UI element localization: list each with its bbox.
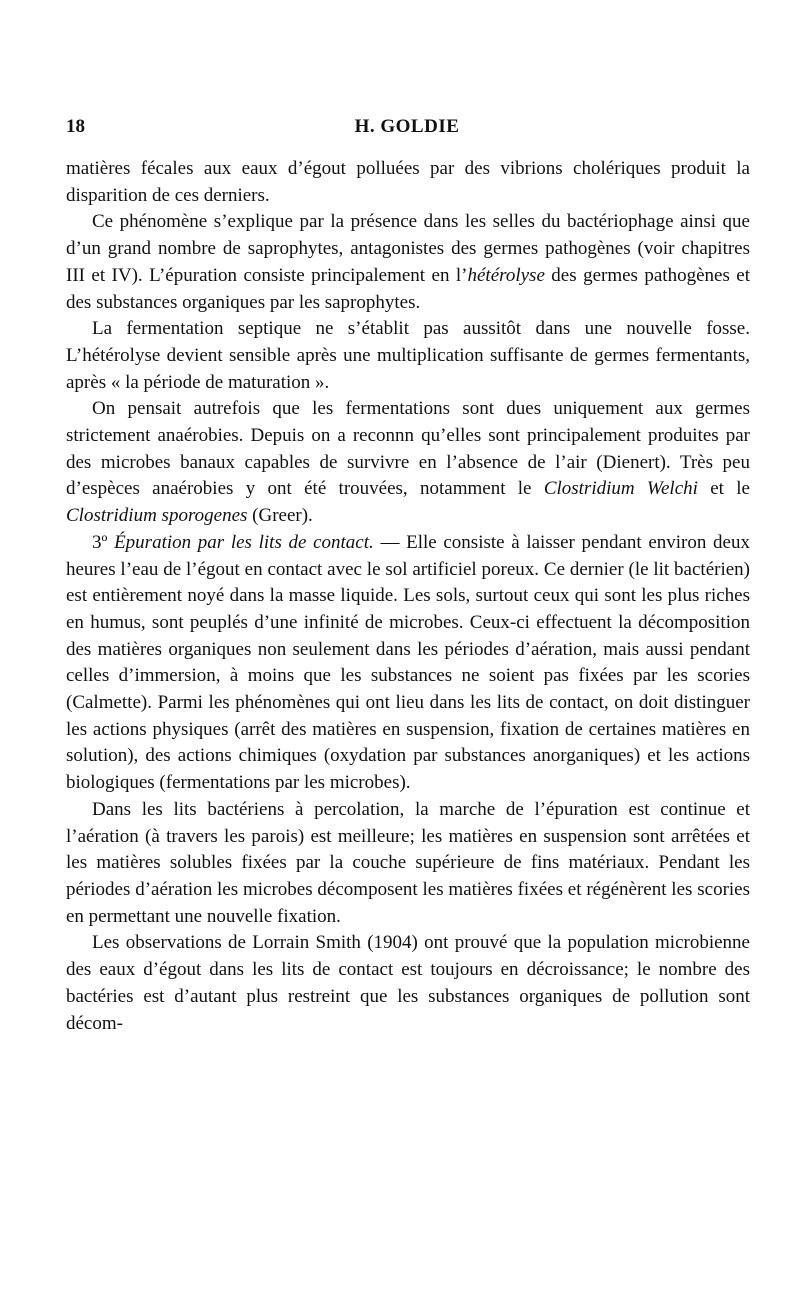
paragraph-3	[66, 316, 750, 396]
body-text	[66, 156, 750, 1037]
page-number: 18	[66, 116, 85, 137]
italic-species: Clostridium Welchi	[543, 478, 698, 500]
text-run: Dans les lits bactériens à percolation, la marche de l’épuration est continue et l’aération (à travers les parois) est meilleure; les matières en suspension sont arrêtées et les matières solubles fixées par la couche supérieure de fins matériaux. Pendant les périodes d’aération les microbes décomposent les matières fixées et régénèrent les scories en permettant une nouvelle fixation.	[66, 798, 750, 927]
text-run: matières fécales aux eaux d’égout polluées par des vibrions cholériques produit la disparition de ces derniers.	[66, 158, 750, 206]
paragraph-7	[66, 930, 750, 1037]
page-header	[66, 116, 748, 140]
paragraph-4	[66, 396, 750, 530]
paragraph-1	[66, 156, 750, 209]
text-run: La fermentation septique ne s’établit pas aussitôt dans une nouvelle fosse. L’hétérolyse devient sensible après une multiplication suffisante de germes fermentants, après « la période de maturation ».	[66, 318, 750, 393]
paragraph-2	[66, 209, 750, 316]
text-run: Les observations de Lorrain Smith (1904) ont prouvé que la population microbienne des eaux d’égout dans les lits de contact est toujours en décroissance; le nombre des bactéries est d’autant plus restreint que les substances organiques de pollution sont décom-	[66, 932, 750, 1034]
text-run: des germes pathogènes et des substances organiques par les saprophytes.	[66, 264, 750, 313]
italic-section-title: Épuration par les lits de contact.	[114, 531, 374, 553]
running-head: H. GOLDIE	[354, 116, 460, 137]
text-run: — Elle consiste à laisser pendant environ deux heures l’eau de l’égout en contact avec le sol artificiel poreux. Ce dernier (le lit bactérien) est entièrement noyé dans la masse liquide. Les sols, surtout ceux qui sont les plus riches en humus, sont peuplés d’une infinité de microbes. Ceux-ci effectuent la décomposition des matières organiques non seulement dans les périodes d’aération, mais aussi pendant celles d’immersion, à moins que les substances ne soient pas fixées par les scories (Calmette). Parmi les phénomènes qui ont lieu dans les lits de contact, on doit distinguer les actions physiques (arrêt des matières en suspension, fixation de certaines matières en solution), des actions chimiques (oxydation par substances anorganiques) et les actions biologiques (fermentations par les microbes).	[66, 531, 750, 794]
text-run: (Greer).	[247, 505, 313, 527]
text-run: On pensait autrefois que les fermentations sont dues uniquement aux germes strictement anaérobies. Depuis on a reconnn qu’elles sont principalement produites par des microbes banaux capables de survivre en l’absence de l’air (Dienert). Très peu d’espèces anaérobies y ont été trouvées, notamment le	[66, 398, 750, 500]
text-run: et le	[697, 478, 750, 500]
paragraph-5	[66, 530, 750, 797]
section-number: 3º	[92, 531, 115, 553]
paragraph-6	[66, 797, 750, 931]
italic-species: Clostridium sporogenes	[66, 505, 248, 527]
text-run: Ce phénomène s’explique par la présence dans les selles du bactériophage ainsi que d’un grand nombre de saprophytes, antagonistes des germes pathogènes (voir chapitres III et IV). L’épuration consiste principalement en l’	[66, 211, 750, 286]
italic-term: hétérolyse	[467, 264, 545, 286]
